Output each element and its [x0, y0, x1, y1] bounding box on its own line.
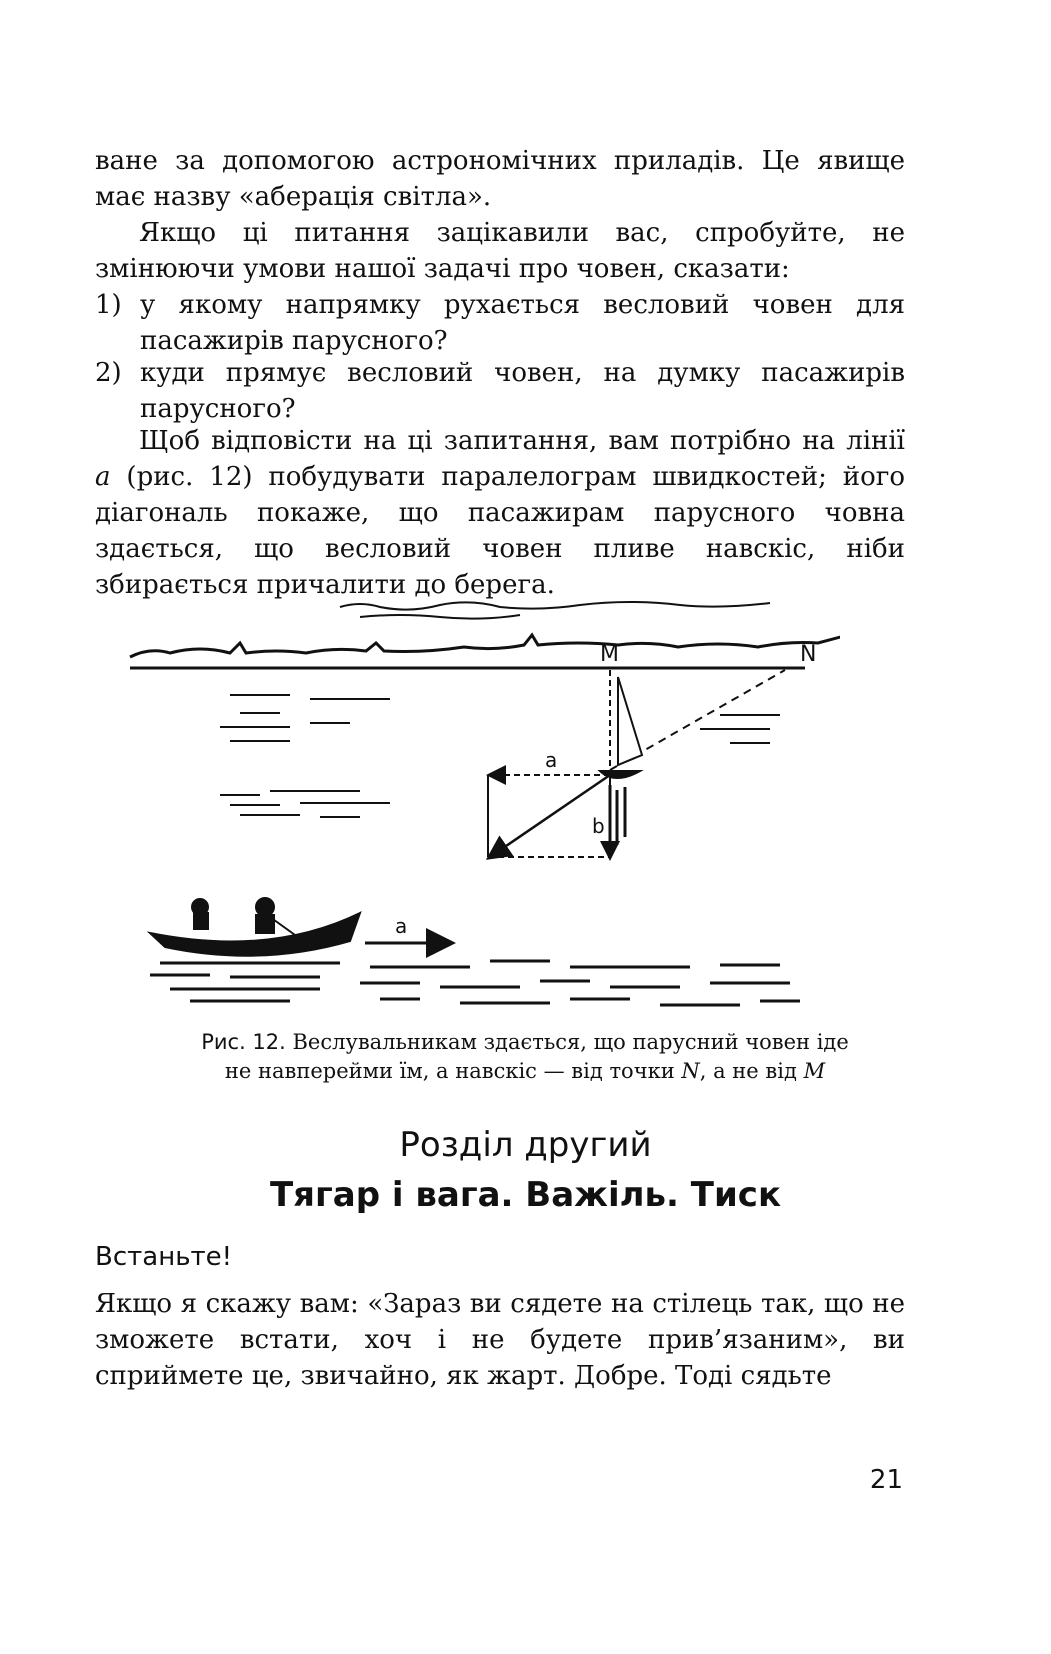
list-number: 2)	[95, 358, 122, 388]
point-n-label: N	[800, 642, 817, 667]
vector-b-label: b	[592, 814, 605, 838]
paragraph-aberration: ване за допомогою астрономічних приладів. Це явище має назву «аберація світла».	[95, 146, 905, 212]
water-ripples-left	[220, 695, 390, 817]
caption-lead: Рис. 12.	[201, 1030, 286, 1054]
list-item-2	[95, 355, 905, 427]
list-item-1	[95, 287, 905, 359]
chapter-title: Тягар і вага. Важіль. Тиск	[269, 1175, 782, 1215]
paragraph-parallelogram	[95, 423, 905, 603]
caption-text-2a: не навперейми їм, а навскіс — від точки	[224, 1059, 682, 1083]
list-text: у якому напрямку рухається весловий човен для пасажирів парусного?	[140, 290, 905, 356]
chapter-kicker: Розділ другий	[399, 1125, 652, 1165]
caption-text-2b: , а не від	[699, 1059, 804, 1083]
caption-line-2	[95, 1057, 955, 1086]
figure-12-illustration	[120, 595, 840, 1025]
figure-caption	[95, 1028, 955, 1086]
paragraph-text-start: Щоб відповісти на ці запитання, вам потрібно на лінії	[139, 426, 905, 456]
section-heading: Встаньте!	[95, 1242, 233, 1272]
water-ripples-right	[700, 715, 780, 743]
list-number: 1)	[95, 290, 122, 320]
sailboat	[600, 677, 642, 845]
list-text: куди прямує весловий човен, на думку пасажирів парусного?	[140, 358, 905, 424]
caption-point-m: M	[803, 1059, 826, 1083]
point-m-label: M	[600, 642, 619, 667]
section-text: Якщо я скажу вам: «Зараз ви сядете на стілець так, що не зможете встати, хоч і не будете прив’язаним», ви сприймете це, звичайно, як жарт. Добре. Тоді сядьте	[95, 1289, 905, 1391]
rowboat-a-label: a	[395, 914, 408, 938]
caption-text-1: Веслувальникам здається, що парусний човен іде	[285, 1030, 849, 1054]
shoreline	[130, 627, 840, 668]
caption-point-n: N	[681, 1059, 700, 1083]
vector-a-label: a	[545, 748, 558, 772]
sky-clouds	[340, 602, 770, 619]
water-ripples-bottom	[150, 961, 800, 1005]
caption-line-1	[95, 1028, 955, 1057]
page-number: 21	[869, 1465, 903, 1495]
paragraph-questions-intro: Якщо ці питання зацікавили вас, спробуйте, не змінюючи умови нашої задачі про човен, сказати:	[95, 218, 905, 284]
rowboat	[150, 898, 360, 956]
paragraph-text-end: (рис. 12) побудувати паралелограм швидкостей; його діагональ покаже, що пасажирам парусного човна здається, що весловий човен пливе навскіс, ніби збирається причалити до берега.	[95, 462, 905, 600]
variable-a: a	[95, 462, 111, 492]
